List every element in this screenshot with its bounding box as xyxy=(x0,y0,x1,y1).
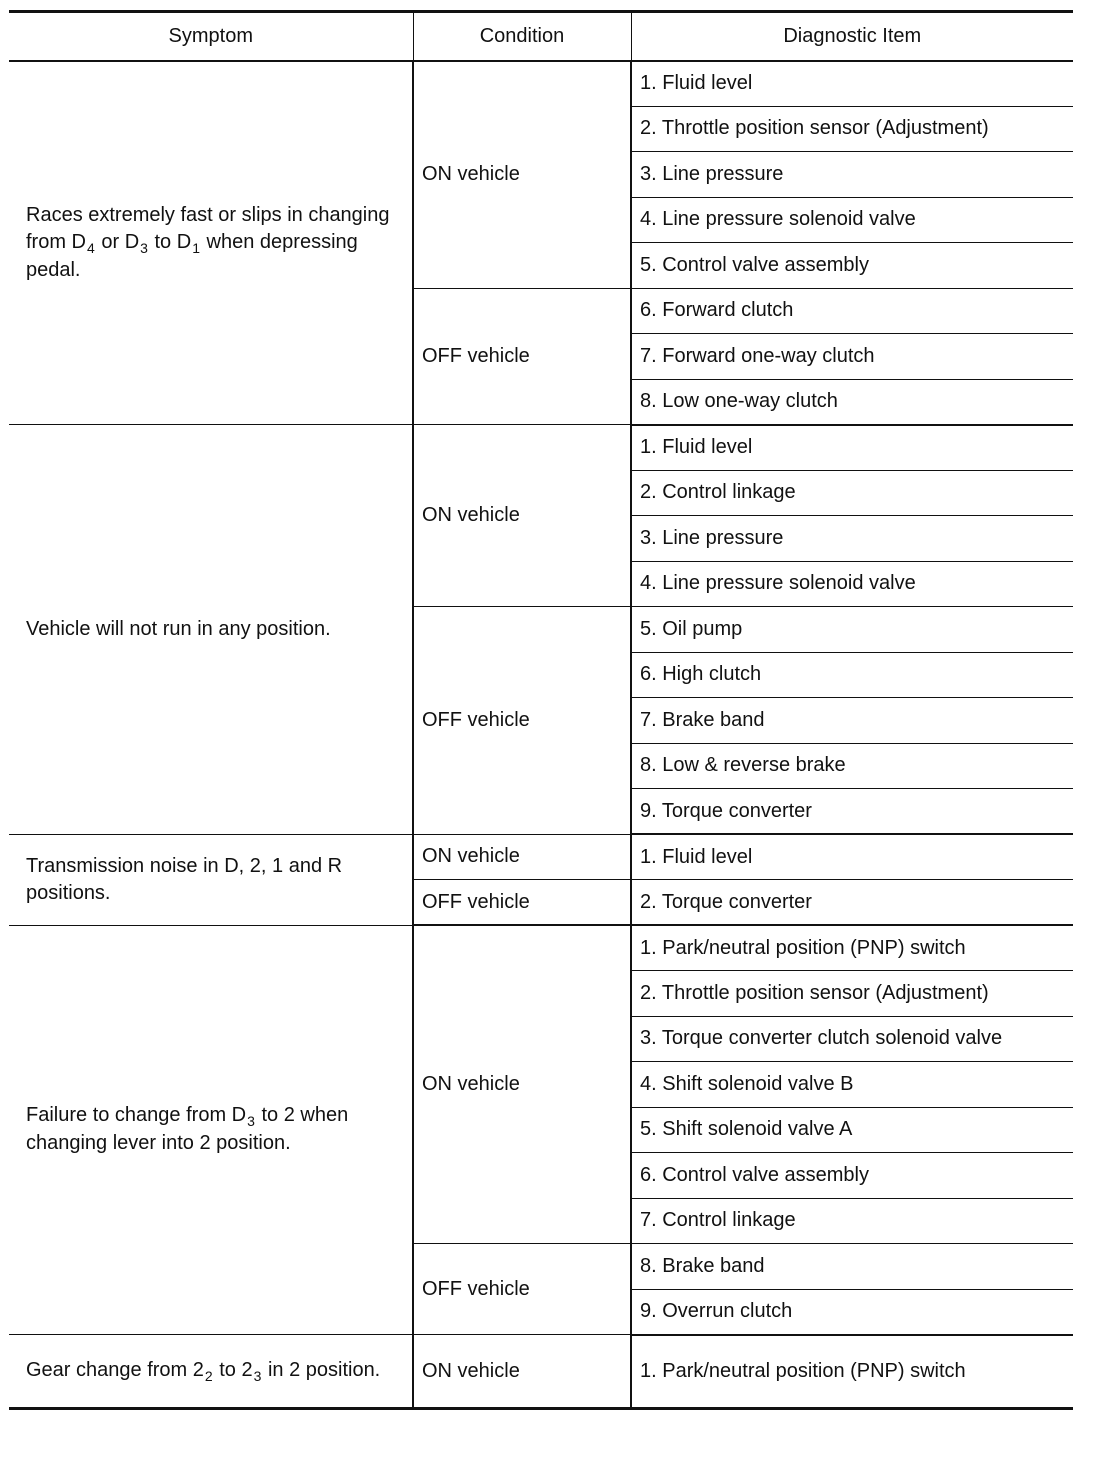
header-diagnostic-item: Diagnostic Item xyxy=(631,12,1073,61)
symptom-text: Failure to change from D xyxy=(26,1104,247,1127)
diagnostic-item-cell: 1. Fluid level xyxy=(631,425,1073,471)
header-condition: Condition xyxy=(413,12,631,61)
diagnostic-item-cell: 3. Line pressure xyxy=(631,516,1073,562)
symptom-text: to 2 when changing lever into 2 position. xyxy=(26,1104,349,1155)
symptom-text: Gear change from 2 xyxy=(26,1359,204,1381)
diagnostic-item-cell: 8. Low one-way clutch xyxy=(631,379,1073,425)
diagnostic-table xyxy=(9,10,1073,1410)
symptom-subscript: 3 xyxy=(253,1368,262,1384)
table-row xyxy=(9,925,1073,971)
condition-cell: OFF vehicle xyxy=(413,880,631,926)
symptom-text: Vehicle will not run in any position. xyxy=(26,617,331,640)
symptom-subscript: 3 xyxy=(247,1113,255,1130)
diagnostic-item-cell: 6. Control valve assembly xyxy=(631,1153,1073,1199)
diagnostic-item-cell: 2. Control linkage xyxy=(631,470,1073,516)
condition-cell: ON vehicle xyxy=(413,425,631,607)
table-row xyxy=(9,61,1073,107)
symptom-subscript: 4 xyxy=(87,239,95,256)
condition-cell: ON vehicle xyxy=(413,834,631,880)
symptom-subscript: 1 xyxy=(192,239,200,256)
diagnostic-item-cell: 4. Line pressure solenoid valve xyxy=(631,197,1073,243)
diagnostic-item-cell: 4. Shift solenoid valve B xyxy=(631,1062,1073,1108)
symptom-cell xyxy=(9,425,413,835)
condition-cell: OFF vehicle xyxy=(413,607,631,835)
symptom-cell xyxy=(9,1335,413,1409)
symptom-text: to 2 xyxy=(213,1359,253,1381)
condition-cell: OFF vehicle xyxy=(413,1244,631,1335)
symptom-subscript: 3 xyxy=(140,239,148,256)
diagnostic-item-cell: 8. Brake band xyxy=(631,1244,1073,1290)
symptom-text: in 2 position. xyxy=(262,1359,381,1381)
diagnostic-item-cell: 6. High clutch xyxy=(631,652,1073,698)
symptom-text: to D xyxy=(148,230,192,253)
table-row xyxy=(9,834,1073,880)
diagnostic-item-cell: 3. Line pressure xyxy=(631,152,1073,198)
diagnostic-item-cell: 2. Throttle position sensor (Adjustment) xyxy=(631,106,1073,152)
diagnostic-item-cell: 2. Torque converter xyxy=(631,880,1073,926)
condition-cell: OFF vehicle xyxy=(413,288,631,425)
diagnostic-item-cell: 5. Oil pump xyxy=(631,607,1073,653)
condition-cell: ON vehicle xyxy=(413,61,631,289)
symptom-text: Transmission noise in D, 2, 1 and R positions. xyxy=(26,854,343,904)
diagnostic-item-cell: 5. Shift solenoid valve A xyxy=(631,1107,1073,1153)
symptom-subscript: 2 xyxy=(204,1368,213,1384)
diagnostic-item-cell: 1. Fluid level xyxy=(631,61,1073,107)
diagnostic-item-cell: 9. Overrun clutch xyxy=(631,1289,1073,1335)
diagnostic-item-cell: 7. Brake band xyxy=(631,698,1073,744)
diagnostic-item-cell: 1. Park/neutral position (PNP) switch xyxy=(631,925,1073,971)
diagnostic-item-cell: 8. Low & reverse brake xyxy=(631,743,1073,789)
diagnostic-item-cell: 9. Torque converter xyxy=(631,789,1073,835)
table-row xyxy=(9,1335,1073,1409)
diagnostic-item-cell: 7. Control linkage xyxy=(631,1198,1073,1244)
diagnostic-item-cell: 2. Throttle position sensor (Adjustment) xyxy=(631,971,1073,1017)
symptom-cell xyxy=(9,925,413,1335)
symptom-text: Races extremely fast or slips in changing from D xyxy=(26,203,390,253)
symptom-cell xyxy=(9,834,413,925)
diagnostic-item-cell: 6. Forward clutch xyxy=(631,288,1073,334)
diagnostic-item-cell: 1. Park/neutral position (PNP) switch xyxy=(631,1335,1073,1409)
symptom-cell xyxy=(9,61,413,425)
header-symptom: Symptom xyxy=(9,12,413,61)
diagnostic-item-cell: 1. Fluid level xyxy=(631,834,1073,880)
condition-cell: ON vehicle xyxy=(413,1335,631,1409)
symptom-text: or D xyxy=(95,230,140,253)
diagnostic-item-cell: 3. Torque converter clutch solenoid valve xyxy=(631,1016,1073,1062)
condition-cell: ON vehicle xyxy=(413,925,631,1244)
table-row xyxy=(9,425,1073,471)
diagnostic-item-cell: 7. Forward one-way clutch xyxy=(631,334,1073,380)
diagnostic-item-cell: 4. Line pressure solenoid valve xyxy=(631,561,1073,607)
table-body xyxy=(9,61,1073,1409)
header-row xyxy=(9,12,1073,61)
symptom-text: when depressing pedal. xyxy=(26,230,358,281)
diagnostic-item-cell: 5. Control valve assembly xyxy=(631,243,1073,289)
